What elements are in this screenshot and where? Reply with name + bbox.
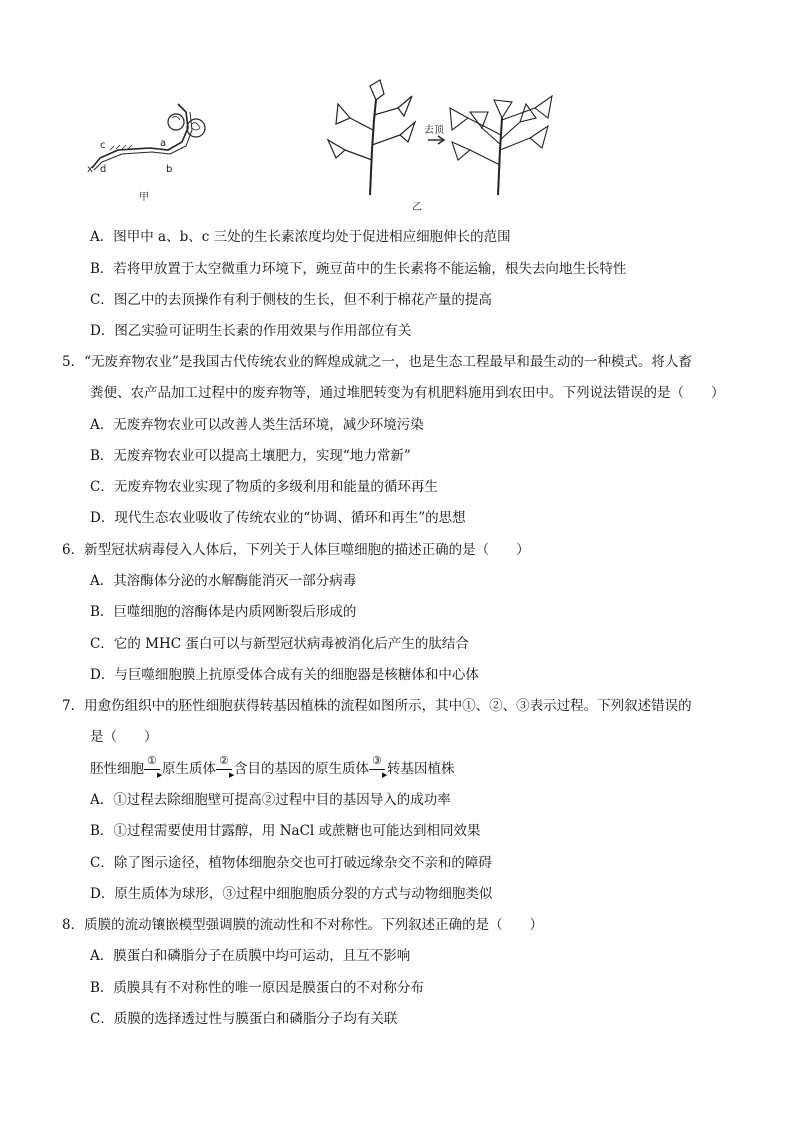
figure-yi — [328, 80, 552, 213]
q6-option-d: D．与巨噬细胞膜上抗原受体合成有关的细胞器是核糖体和中心体 — [90, 667, 479, 683]
q7-option-b: B．①过程需要使用甘露醇，用 NaCl 或蔗糖也可能达到相同效果 — [90, 823, 481, 839]
arrow-label-quding: 去顶 — [424, 125, 444, 136]
q5-stem-line2: 粪便、农产品加工过程中的废弃物等，通过堆肥转变为有机肥料施用到农田中。下列说法错误的是（ ） — [90, 385, 725, 401]
q7-flow-diagram — [90, 754, 455, 779]
q5-option-d: D．现代生态农业吸收了传统农业的“协调、循环和再生”的思想 — [90, 510, 466, 526]
q7-option-a: A．①过程去除细胞壁可提高②过程中目的基因导入的成功率 — [90, 792, 451, 808]
label-c: c — [100, 140, 106, 151]
q4-option-a: A．图甲中 a、b、c 三处的生长素浓度均处于促进相应细胞伸长的范围 — [90, 229, 511, 245]
q7-option-c: C．除了图示途径，植物体细胞杂交也可打破远缘杂交不亲和的障碍 — [90, 855, 492, 871]
label-a: a — [160, 138, 167, 149]
flow-marker-2: ② — [219, 754, 229, 767]
q8-option-a: A．膜蛋白和磷脂分子在质膜中均可运动，且互不影响 — [90, 948, 411, 964]
q5-option-a: A．无废弃物农业可以改善人类生活环境，减少环境污染 — [90, 417, 424, 433]
q7-option-d: D．原生质体为球形，③过程中细胞胞质分裂的方式与动物细胞类似 — [90, 886, 493, 902]
flow-step-1: 胚性细胞 — [90, 761, 144, 777]
q5-option-c: C．无废弃物农业实现了物质的多级利用和能量的循环再生 — [90, 479, 438, 495]
caption-yi: 乙 — [412, 202, 422, 213]
label-b: b — [166, 164, 173, 175]
q5-option-b: B．无废弃物农业可以提高土壤肥力，实现“地力常新” — [90, 448, 411, 464]
flow-step-4: 转基因植株 — [387, 761, 455, 777]
caption-jia: 甲 — [139, 192, 149, 203]
q8-stem: 8．质膜的流动镶嵌模型强调膜的流动性和不对称性。下列叙述正确的是（ ） — [62, 917, 544, 933]
flow-step-3: 含目的基因的原生质体 — [234, 761, 369, 777]
flow-arrow-3: ③ ▶ — [369, 760, 387, 779]
q7-stem-line2: 是（ ） — [90, 729, 158, 745]
q6-option-a: A．其溶酶体分泌的水解酶能消灭一部分病毒 — [90, 573, 357, 589]
q5-stem-line1: 5．“无废弃物农业”是我国古代传统农业的辉煌成就之一，也是生态工程最早和最生动的一种模式。将人畜 — [62, 354, 692, 370]
flow-step-2: 原生质体 — [162, 761, 216, 777]
flow-arrow-2: ② ▶ — [216, 760, 234, 779]
q6-stem: 6．新型冠状病毒侵入人体后，下列关于人体巨噬细胞的描述正确的是（ ） — [62, 542, 530, 558]
flow-arrow-1: ① ▶ — [144, 760, 162, 779]
q6-option-c: C．它的 MHC 蛋白可以与新型冠状病毒被消化后产生的肽结合 — [90, 636, 469, 652]
q8-option-c: C．质膜的选择透过性与膜蛋白和磷脂分子均有关联 — [90, 1011, 398, 1027]
label-x: x — [87, 164, 93, 175]
q4-option-c: C．图乙中的去顶操作有利于侧枝的生长，但不利于棉花产量的提高 — [90, 292, 492, 308]
flow-marker-3: ③ — [372, 754, 382, 767]
q8-option-b: B．质膜具有不对称性的唯一原因是膜蛋白的不对称分布 — [90, 980, 424, 996]
flow-marker-1: ① — [147, 754, 157, 767]
q7-stem-line1: 7．用愈伤组织中的胚性细胞获得转基因植株的流程如图所示，其中①、②、③表示过程。下列叙述错误的 — [62, 698, 692, 714]
q6-option-b: B．巨噬细胞的溶酶体是内质网断裂后形成的 — [90, 604, 357, 620]
figure-area — [0, 0, 794, 220]
q4-option-d: D．图乙实验可证明生长素的作用效果与作用部位有关 — [90, 323, 412, 339]
figure-jia — [87, 104, 205, 203]
q4-option-b: B．若将甲放置于太空微重力环境下，豌豆苗中的生长素将不能运输，根失去向地生长特性 — [90, 261, 627, 277]
label-d: d — [100, 164, 107, 175]
